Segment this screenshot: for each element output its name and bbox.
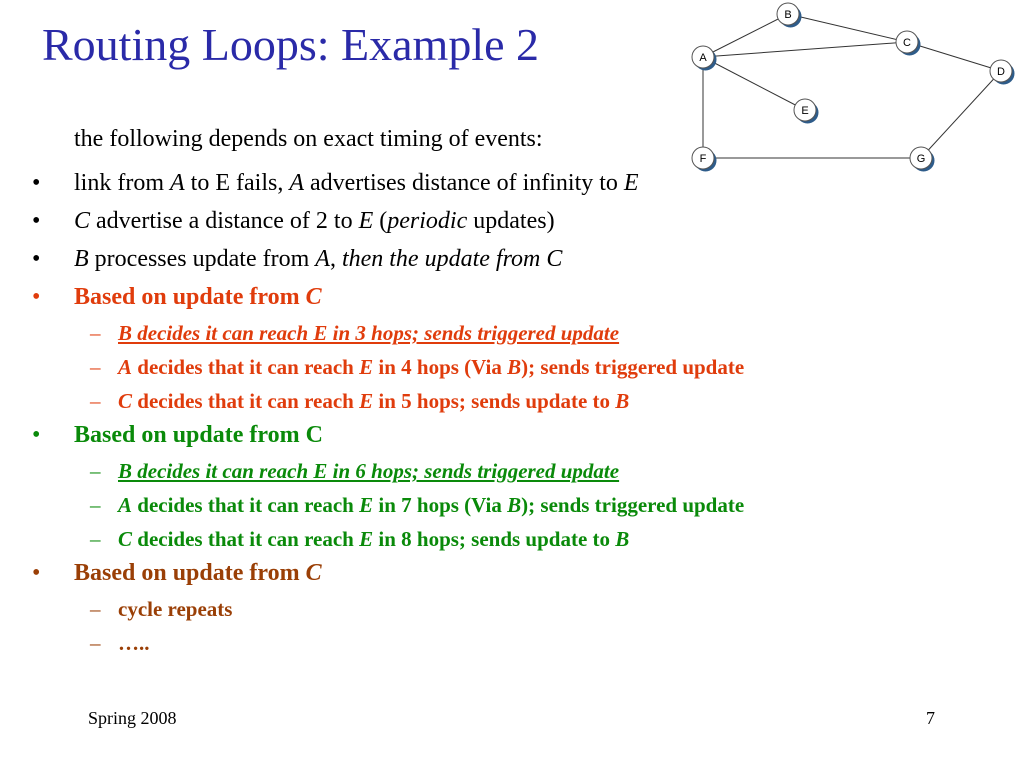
- dash-marker: –: [90, 493, 101, 517]
- dash-marker: –: [90, 459, 101, 483]
- node-label: C: [903, 37, 911, 49]
- text-run: A: [289, 170, 304, 196]
- node-label: B: [784, 9, 792, 21]
- text-run: E: [359, 527, 374, 551]
- text-run: A: [315, 246, 330, 272]
- node-c: [896, 31, 921, 56]
- sub-bullet-text: [118, 355, 744, 380]
- text-run: E: [623, 170, 639, 196]
- bullet-marker: •: [32, 170, 41, 196]
- text-run: B decides it can reach E in 6 hops; sends triggered update: [118, 459, 620, 483]
- text-run: C: [305, 284, 322, 310]
- text-run: C: [118, 527, 133, 551]
- sub-bullet-text: [118, 493, 744, 518]
- text-run: E: [359, 355, 374, 379]
- edge-g-d: [921, 71, 1001, 158]
- text-run: then the update from C: [341, 246, 563, 272]
- text-run: decides that it can reach: [132, 527, 360, 551]
- text-run: (: [373, 208, 388, 234]
- text-run: …..: [118, 631, 150, 655]
- text-run: updates): [467, 208, 555, 234]
- bullet-text: [74, 422, 323, 449]
- bullet-marker: •: [32, 246, 41, 272]
- bullet-marker: •: [32, 284, 41, 310]
- node-label: A: [699, 52, 707, 64]
- sub-bullet-text: [118, 459, 619, 484]
- sub-bullet-text: [118, 597, 232, 622]
- node-f: [692, 147, 717, 172]
- sub-bullet-text: [118, 631, 150, 656]
- text-run: ,: [329, 246, 342, 272]
- text-run: link from: [74, 170, 170, 196]
- text-run: B: [507, 355, 522, 379]
- text-run: to E fails,: [184, 170, 290, 196]
- text-run: E: [358, 208, 374, 234]
- dash-marker: –: [90, 321, 101, 345]
- text-run: Based on update from: [74, 560, 306, 586]
- text-run: B: [507, 493, 522, 517]
- text-run: decides that it can reach: [132, 389, 360, 413]
- bullet-marker: •: [32, 208, 41, 234]
- text-run: cycle repeats: [118, 597, 233, 621]
- sub-bullet-text: [118, 527, 629, 552]
- bullet-text: [74, 246, 562, 273]
- text-run: in 4 hops (Via: [373, 355, 508, 379]
- slide-title: Routing Loops: Example 2: [42, 19, 540, 70]
- node-a: [692, 46, 717, 71]
- text-run: A: [118, 493, 133, 517]
- text-run: C: [305, 560, 322, 586]
- text-run: advertise a distance of 2 to: [90, 208, 359, 234]
- text-run: ); sends triggered update: [521, 355, 745, 379]
- node-label: G: [916, 153, 926, 165]
- node-d: [990, 60, 1015, 85]
- text-run: ); sends triggered update: [521, 493, 745, 517]
- footer-date: Spring 2008: [88, 708, 177, 728]
- text-run: Based on update from: [74, 284, 306, 310]
- node-label: F: [699, 153, 707, 165]
- text-run: C: [74, 208, 91, 234]
- text-run: B: [74, 246, 89, 272]
- edge-b-c: [788, 14, 907, 42]
- edge-a-b: [703, 14, 788, 57]
- sub-bullet-text: [118, 321, 619, 346]
- edge-a-e: [703, 57, 805, 110]
- node-label: D: [997, 66, 1005, 78]
- text-run: in 7 hops (Via: [373, 493, 508, 517]
- text-run: A: [118, 355, 133, 379]
- bullet-text: [74, 284, 322, 311]
- intro-text: the following depends on exact timing of events:: [74, 126, 543, 152]
- text-run: B decides it can reach E in 3 hops; sends triggered update: [118, 321, 620, 345]
- bullet-marker: •: [32, 560, 41, 586]
- dash-marker: –: [90, 355, 101, 379]
- text-run: decides that it can reach: [132, 493, 360, 517]
- text-run: A: [170, 170, 185, 196]
- bullet-text: [74, 170, 639, 197]
- node-label: E: [801, 105, 809, 117]
- text-run: E: [359, 493, 374, 517]
- text-run: B: [615, 389, 630, 413]
- text-run: Based on update from C: [74, 422, 323, 448]
- text-run: periodic: [387, 208, 468, 234]
- bullet-text: [74, 208, 555, 235]
- bullet-text: [74, 560, 322, 587]
- text-run: E: [359, 389, 374, 413]
- dash-marker: –: [90, 597, 101, 621]
- edge-a-c: [703, 42, 907, 57]
- sub-bullet-text: [118, 389, 629, 414]
- network-diagram: [680, 0, 1024, 180]
- text-run: in 8 hops; sends update to: [373, 527, 616, 551]
- text-run: decides that it can reach: [132, 355, 360, 379]
- page-number: 7: [926, 708, 935, 728]
- node-e: [794, 99, 819, 124]
- text-run: C: [118, 389, 133, 413]
- node-b: [777, 3, 802, 28]
- dash-marker: –: [90, 631, 101, 655]
- edge-c-d: [907, 42, 1001, 71]
- dash-marker: –: [90, 389, 101, 413]
- node-g: [910, 147, 935, 172]
- text-run: B: [615, 527, 630, 551]
- text-run: processes update from: [88, 246, 316, 272]
- bullet-marker: •: [32, 422, 41, 448]
- text-run: advertises distance of infinity to: [304, 170, 624, 196]
- dash-marker: –: [90, 527, 101, 551]
- text-run: in 5 hops; sends update to: [373, 389, 616, 413]
